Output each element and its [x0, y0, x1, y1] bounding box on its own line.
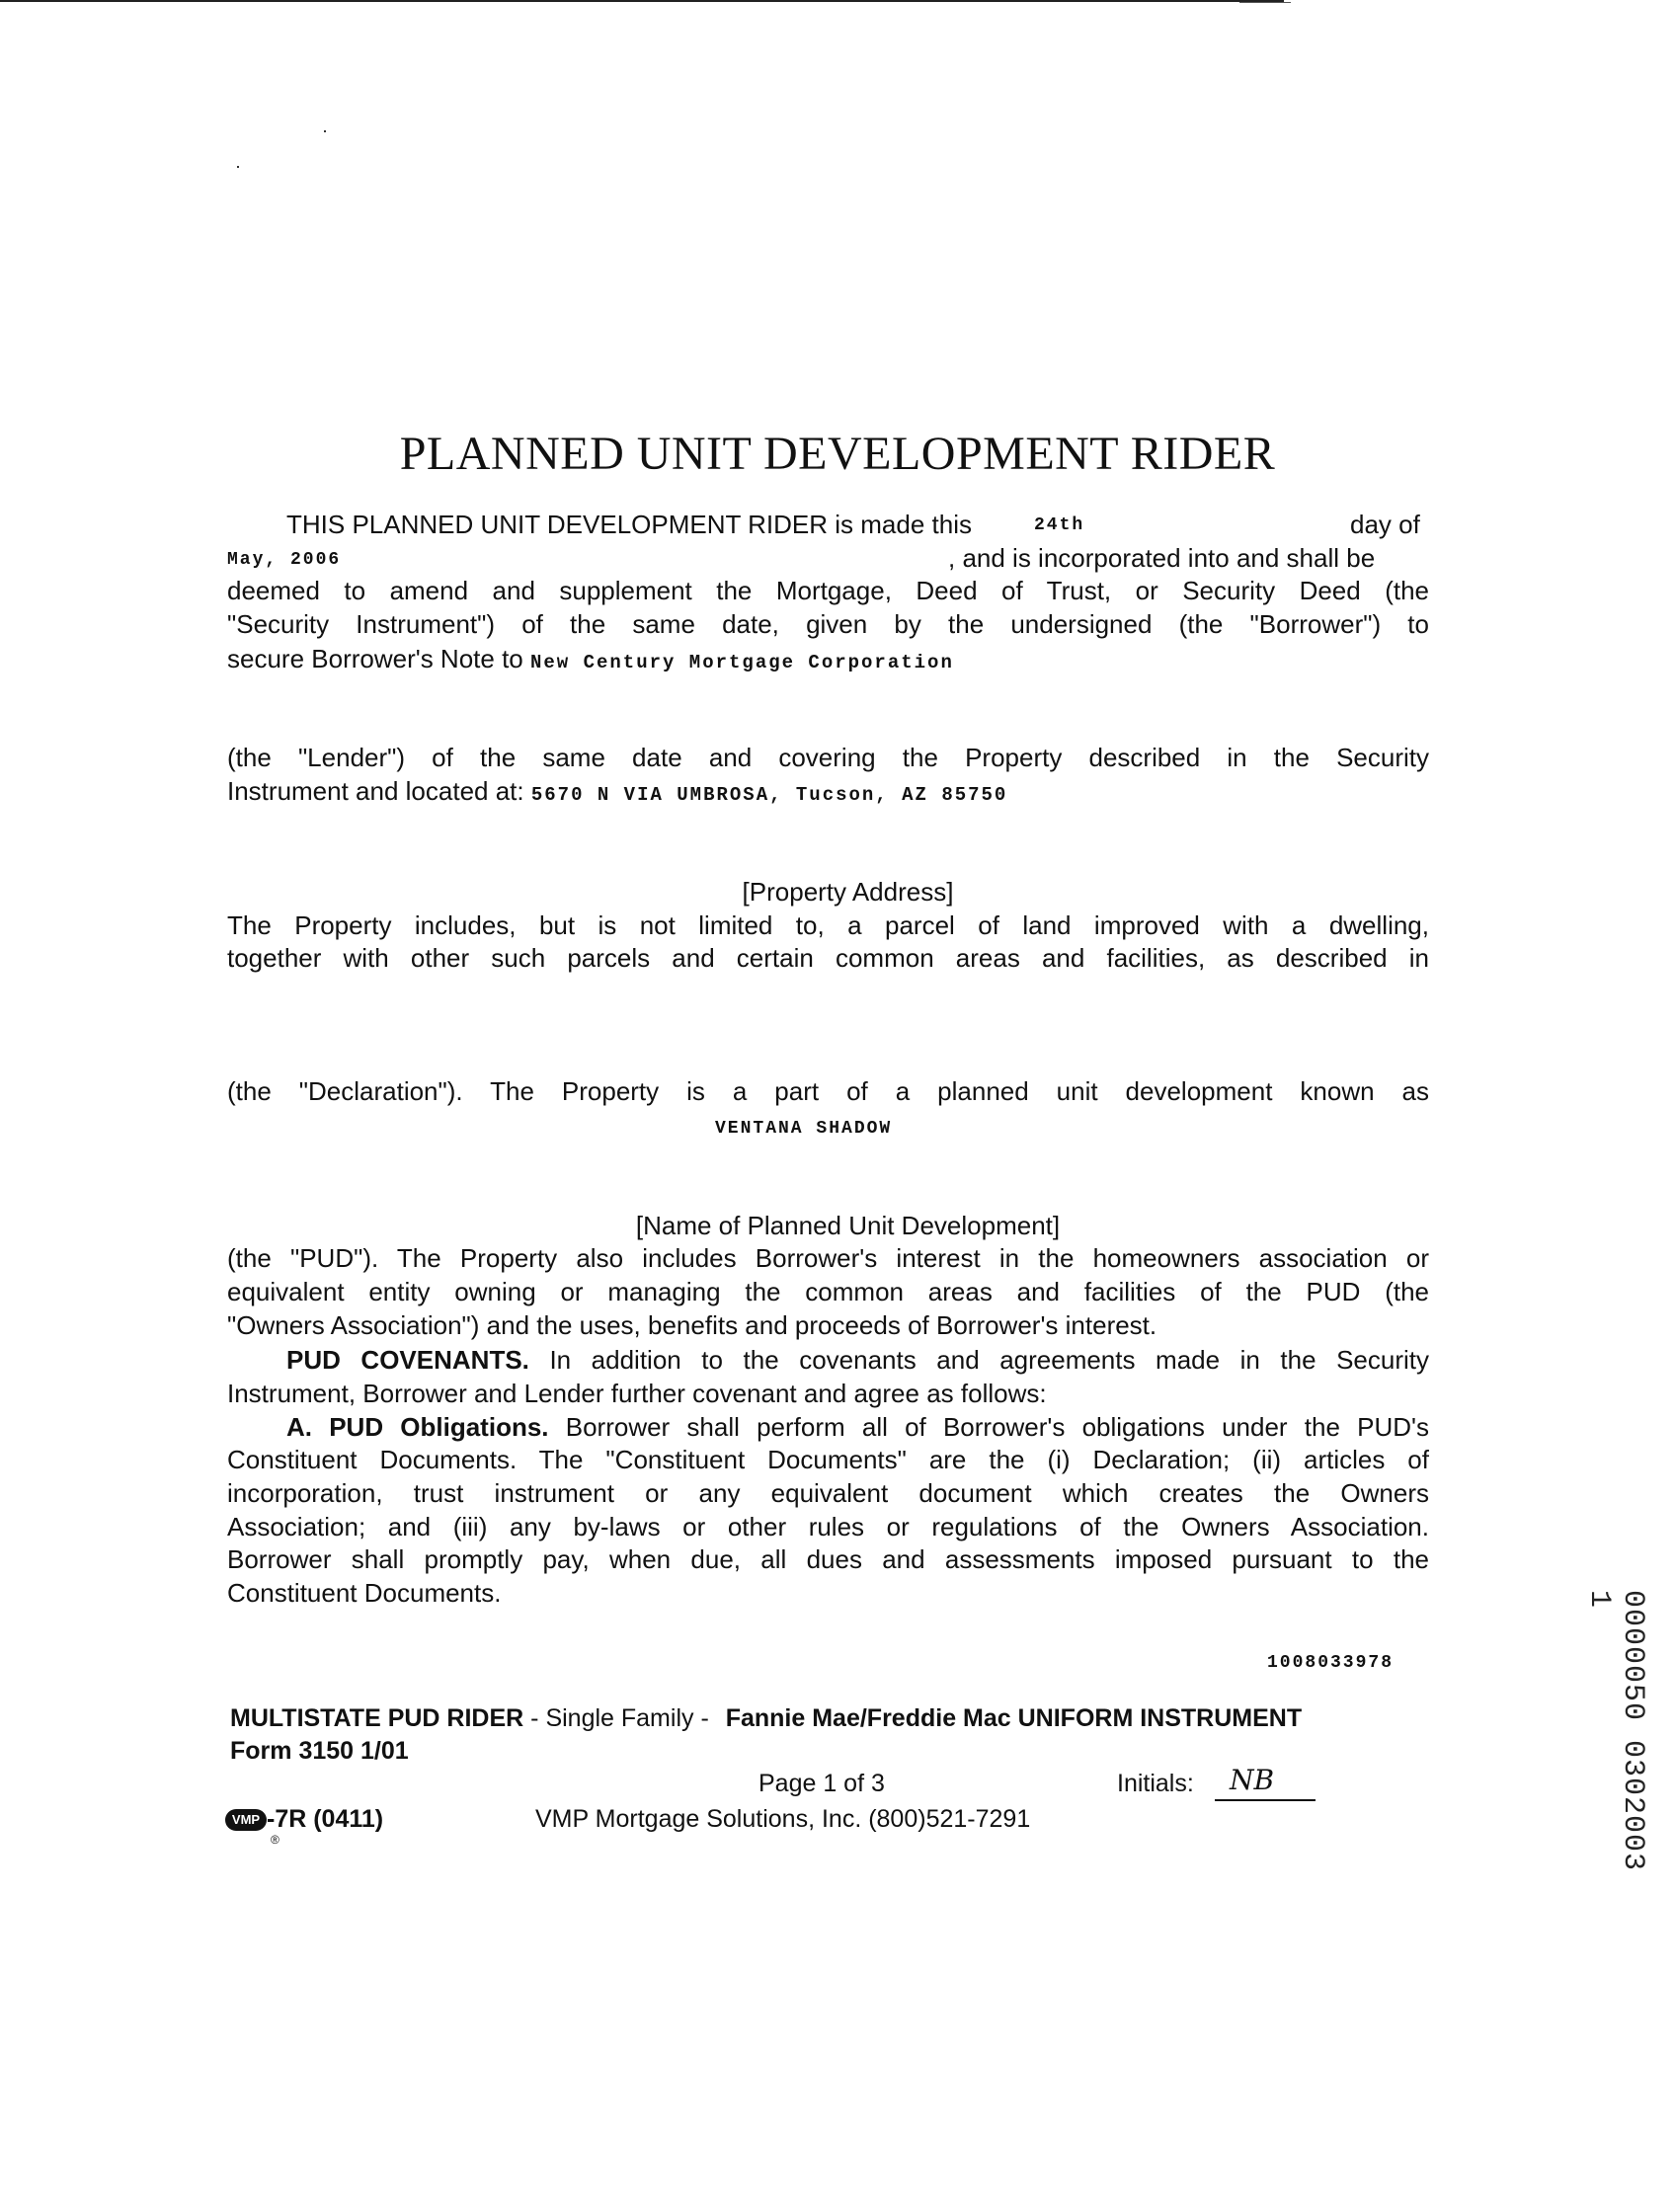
property-line-2: together with other such parcels and certain common areas and facilities, as described in [227, 943, 1429, 973]
initials-signature: NB [1230, 1764, 1275, 1796]
obligations-line-6: Constituent Documents. [227, 1578, 502, 1608]
intro-line-4: "Security Instrument") of the same date, given by the undersigned (the "Borrower") to [227, 609, 1429, 639]
obligations-line-1-rest: Borrower shall perform all of Borrower's obligations under the PUD's [565, 1412, 1429, 1442]
intro-line-5 [227, 644, 954, 674]
lender-name: New Century Mortgage Corporation [529, 652, 954, 673]
initials-underline [1215, 1799, 1316, 1801]
side-stamp: 0000050 0302003 1 [1582, 1590, 1649, 1872]
footer-initials-label: Initials: [1117, 1770, 1194, 1797]
intro-lead: THIS PLANNED UNIT DEVELOPMENT RIDER is made this [286, 510, 972, 539]
covenants-line-1-rest: In addition to the covenants and agreements made in the Security [549, 1345, 1429, 1375]
property-address-label: [Property Address] [742, 877, 954, 907]
intro-month-year: May, 2006 [227, 550, 342, 570]
top-scan-line-fragment [1239, 2, 1291, 3]
document-title: PLANNED UNIT DEVELOPMENT RIDER [399, 428, 1276, 480]
obligations-line-2: Constituent Documents. The "Constituent Documents" are the (i) Declaration; (ii) articles of [227, 1445, 1429, 1474]
intro-incorporated: , and is incorporated into and shall be [948, 543, 1376, 573]
footer-rider-plain: - Single Family - [530, 1704, 709, 1732]
footer-page: Page 1 of 3 [758, 1770, 885, 1797]
intro-day-of: day of [1350, 510, 1420, 539]
covenants-heading: PUD COVENANTS. [286, 1345, 529, 1375]
pud-line-2: equivalent entity owning or managing the common areas and facilities of the PUD (the [227, 1277, 1429, 1306]
vmp-logo: VMP [225, 1809, 267, 1831]
obligations-heading: A. PUD Obligations. [286, 1412, 549, 1442]
property-address-value: 5670 N VIA UMBROSA, Tucson, AZ 85750 [530, 784, 1008, 806]
intro-day: 24th [1034, 515, 1085, 535]
footer-publisher: VMP Mortgage Solutions, Inc. (800)521-7291 [535, 1805, 1031, 1833]
obligations-line-5: Borrower shall promptly pay, when due, all dues and assessments imposed pursuant to the [227, 1544, 1429, 1574]
property-line-1: The Property includes, but is not limited to, a parcel of land improved with a dwelling, [227, 910, 1429, 940]
footer-rider-line [230, 1704, 1302, 1733]
intro-line-5-prefix: secure Borrower's Note to [227, 644, 523, 673]
scan-speck [237, 166, 239, 168]
top-scan-line [0, 0, 1284, 2]
covenants-line-2: Instrument, Borrower and Lender further covenant and agree as follows: [227, 1379, 1047, 1408]
footer-form: Form 3150 1/01 [230, 1737, 409, 1765]
obligations-line-4: Association; and (iii) any by-laws or other rules or regulations of the Owners Association. [227, 1512, 1429, 1541]
pud-name-value: VENTANA SHADOW [715, 1119, 893, 1139]
pud-line-3: "Owners Association") and the uses, benefits and proceeds of Borrower's interest. [227, 1310, 1157, 1340]
footer-rider-bold: MULTISTATE PUD RIDER [230, 1704, 524, 1732]
registered-mark: ® [271, 1833, 279, 1847]
lender-line-2 [227, 776, 1007, 807]
footer-form-code: -7R (0411) [267, 1805, 384, 1833]
pud-name-label: [Name of Planned Unit Development] [635, 1211, 1061, 1240]
loan-number: 1008033978 [1267, 1653, 1395, 1673]
pud-line-1: (the "PUD"). The Property also includes Borrower's interest in the homeowners association or [227, 1243, 1429, 1273]
footer-form-code-line [225, 1805, 383, 1834]
obligations-line-1 [286, 1412, 1429, 1443]
footer-uniform: Fannie Mae/Freddie Mac UNIFORM INSTRUMENT [725, 1704, 1303, 1732]
scan-speck [324, 130, 326, 132]
declaration-line-1: (the "Declaration"). The Property is a part of a planned unit development known as [227, 1076, 1429, 1106]
lender-line-2-prefix: Instrument and located at: [227, 776, 524, 806]
covenants-line-1 [286, 1345, 1429, 1376]
obligations-line-3: incorporation, trust instrument or any equivalent document which creates the Owners [227, 1478, 1429, 1508]
lender-line-1: (the "Lender") of the same date and covering the Property described in the Security [227, 743, 1429, 772]
intro-line-3: deemed to amend and supplement the Mortgage, Deed of Trust, or Security Deed (the [227, 576, 1429, 605]
